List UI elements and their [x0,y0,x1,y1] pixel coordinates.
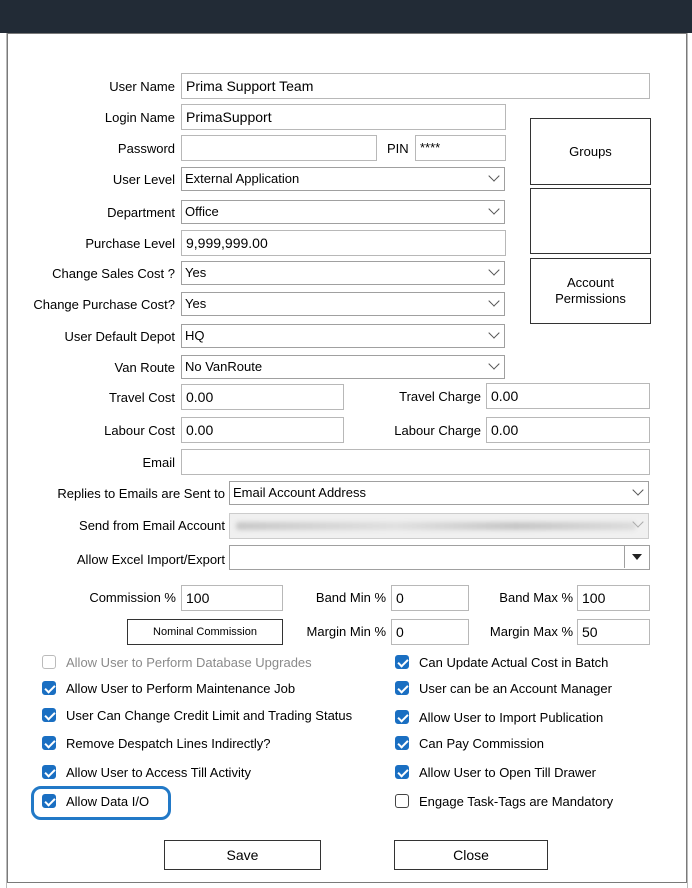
chevron-down-icon [488,170,499,181]
department-label: Department [107,205,175,220]
dropdown-arrow-icon[interactable] [624,546,649,568]
checkbox-icon[interactable] [395,710,409,724]
nominal-commission-button[interactable]: Nominal Commission [127,619,283,645]
checkbox-icon[interactable] [42,681,56,695]
labour-charge-label: Labour Charge [394,423,481,438]
checkbox-import-publication[interactable] [395,708,603,726]
checkbox-pay-commission[interactable] [395,734,544,752]
margin-max-label: Margin Max % [489,624,573,639]
checkbox-label: Can Update Actual Cost in Batch [419,654,609,670]
checkbox-icon[interactable] [42,765,56,779]
checkbox-icon[interactable] [42,655,56,669]
chevron-down-icon [488,358,499,369]
travel-charge-input[interactable]: 0.00 [486,383,650,409]
checkbox-label: Allow Data I/O [66,793,150,809]
checkbox-icon[interactable] [42,736,56,750]
checkbox-icon[interactable] [42,708,56,722]
commission-label: Commission % [89,590,176,605]
focus-highlight [31,786,171,820]
allow-excel-label: Allow Excel Import/Export [76,552,225,567]
band-max-label: Band Max % [499,590,573,605]
chevron-down-icon [488,264,499,275]
change-sales-cost-select[interactable] [181,261,505,285]
margin-min-label: Margin Min % [306,624,386,639]
left-edge [0,33,7,888]
van-route-label: Van Route [114,360,175,375]
checkbox-label: Allow User to Perform Maintenance Job [66,680,296,696]
redacted-email [236,522,636,530]
margin-min-input[interactable]: 0 [391,619,469,645]
labour-cost-input[interactable]: 0.00 [181,417,344,443]
account-permissions-button[interactable] [530,258,651,324]
send-from-select[interactable] [229,513,649,539]
checkbox-label: User Can Change Credit Limit and Trading Status [66,707,353,723]
checkbox-label: Allow User to Open Till Drawer [419,764,596,780]
replies-value: Email Account Address [233,485,366,500]
right-edge [687,33,692,888]
chevron-down-icon [632,484,643,495]
login-name-label: Login Name [104,110,175,125]
travel-cost-input[interactable]: 0.00 [181,384,344,410]
default-depot-select[interactable] [181,324,505,348]
change-purchase-cost-value: Yes [185,296,207,311]
pin-input[interactable]: **** [415,135,506,161]
close-button[interactable]: Close [394,840,548,870]
checkbox-icon[interactable] [395,794,409,808]
labour-charge-input[interactable]: 0.00 [486,417,650,443]
van-route-select[interactable] [181,355,505,379]
allow-excel-select[interactable] [229,545,650,570]
chevron-down-icon [488,295,499,306]
window-titlebar [0,0,692,33]
email-input[interactable] [181,449,650,475]
checkbox-label: Can Pay Commission [419,735,544,751]
travel-charge-label: Travel Charge [399,389,481,404]
purchase-level-label: Purchase Level [85,236,175,251]
user-level-label: User Level [112,172,175,187]
checkbox-label: Allow User to Access Till Activity [66,764,251,780]
checkbox-label: Allow User to Perform Database Upgrades [66,654,312,670]
default-depot-label: User Default Depot [64,329,175,344]
user-level-value: External Application [185,171,300,186]
email-label: Email [142,455,175,470]
checkbox-label: User can be an Account Manager [419,680,612,696]
chevron-down-icon [488,327,499,338]
login-name-input[interactable]: PrimaSupport [181,104,506,130]
blank-button[interactable] [530,188,651,254]
department-value: Office [185,204,219,219]
checkbox-db-upgrades[interactable] [42,653,312,671]
checkbox-open-till-drawer[interactable] [395,763,596,781]
default-depot-value: HQ [185,328,205,343]
margin-max-input[interactable]: 50 [577,619,650,645]
commission-input[interactable]: 100 [181,585,283,611]
user-name-label: User Name [109,79,175,94]
password-input[interactable] [181,135,377,161]
checkbox-label: Allow User to Import Publication [419,709,604,725]
checkbox-credit-limit[interactable] [42,706,352,724]
checkbox-update-actual-cost[interactable] [395,653,608,671]
checkbox-icon[interactable] [395,681,409,695]
band-max-input[interactable]: 100 [577,585,650,611]
band-min-label: Band Min % [315,590,386,605]
groups-button[interactable]: Groups [530,118,651,185]
account-permissions-label: Account Permissions [555,275,626,306]
checkbox-icon[interactable] [395,736,409,750]
replies-label: Replies to Emails are Sent to [57,486,225,501]
checkbox-icon[interactable] [395,765,409,779]
user-name-input[interactable]: Prima Support Team [181,73,650,99]
change-sales-cost-label: Change Sales Cost ? [52,266,175,281]
labour-cost-label: Labour Cost [104,423,175,438]
checkbox-icon[interactable] [395,655,409,669]
pin-label: PIN [387,141,409,156]
change-purchase-cost-select[interactable] [181,292,505,316]
change-purchase-cost-label: Change Purchase Cost? [33,297,175,312]
checkbox-till-activity[interactable] [42,763,251,781]
travel-cost-label: Travel Cost [109,390,175,405]
checkbox-maintenance-job[interactable] [42,679,295,697]
change-sales-cost-value: Yes [185,265,207,280]
password-label: Password [117,141,175,156]
checkbox-despatch-lines[interactable] [42,734,271,752]
save-button[interactable]: Save [164,840,321,870]
replies-select[interactable] [229,481,649,505]
checkbox-label: Engage Task-Tags are Mandatory [419,793,614,809]
checkbox-task-tags[interactable] [395,792,613,810]
checkbox-label: Remove Despatch Lines Indirectly? [66,735,271,751]
purchase-level-input[interactable]: 9,999,999.00 [181,230,506,256]
checkbox-account-manager[interactable] [395,679,612,697]
van-route-value: No VanRoute [185,359,263,374]
send-from-label: Send from Email Account [79,518,225,533]
chevron-down-icon [488,203,499,214]
band-min-input[interactable]: 0 [391,585,469,611]
department-select[interactable] [181,200,505,224]
user-level-select[interactable] [181,167,505,191]
